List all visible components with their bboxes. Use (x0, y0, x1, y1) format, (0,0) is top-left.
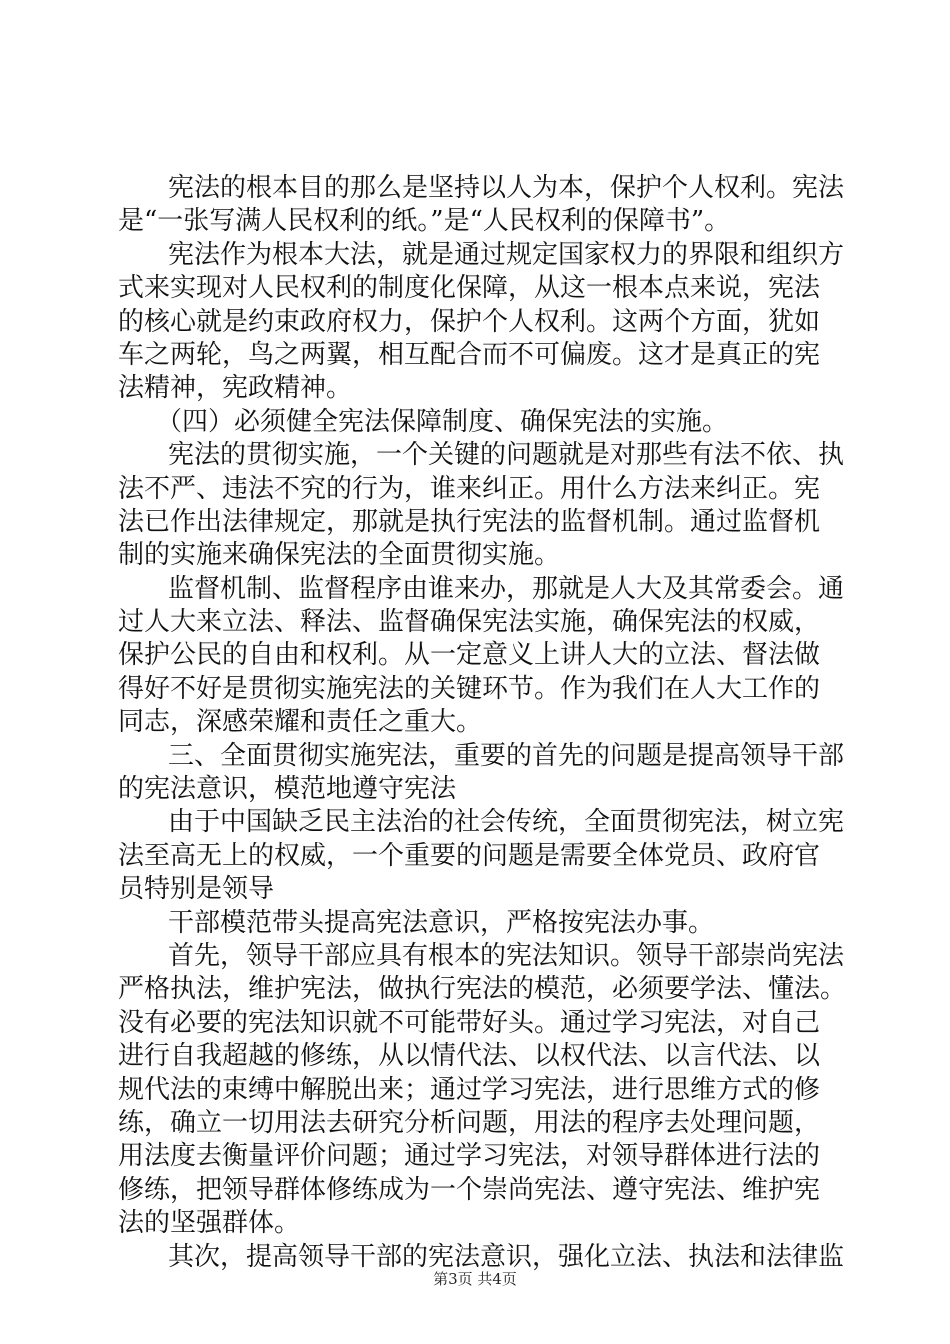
text-line: 其次，提高领导干部的宪法意识，强化立法、执法和法律监 (168, 1241, 845, 1272)
text-line: 车之两轮，鸟之两翼，相互配合而不可偏废。这才是真正的宪 (118, 339, 821, 370)
text-line: 修练，把领导群体修练成为一个崇尚宪法、遵守宪法、维护宪 (118, 1174, 821, 1205)
text-line: 法精神，宪政精神。 (118, 373, 353, 404)
text-line: 三、全面贯彻实施宪法，重要的首先的问题是提高领导干部 (168, 740, 845, 771)
text-line: 进行自我超越的修练，从以情代法、以权代法、以言代法、以 (118, 1041, 821, 1072)
text-line: 监督机制、监督程序由谁来办，那就是人大及其常委会。通 (168, 573, 845, 604)
text-line: 规代法的束缚中解脱出来；通过学习宪法，进行思维方式的修 (118, 1074, 821, 1105)
text-line: 法至高无上的权威，一个重要的问题是需要全体党员、政府官 (118, 840, 821, 871)
text-line: 宪法的根本目的那么是坚持以人为本，保护个人权利。宪法 (168, 173, 845, 203)
text-line: 首先，领导干部应具有根本的宪法知识。领导干部崇尚宪法 (168, 940, 845, 971)
text-line: 员特别是领导 (118, 874, 275, 905)
text-line: 没有必要的宪法知识就不可能带好头。通过学习宪法，对自己 (118, 1007, 821, 1038)
text-line: 用法度去衡量评价问题；通过学习宪法，对领导群体进行法的 (118, 1141, 821, 1172)
text-line: 法的坚强群体。 (118, 1208, 301, 1239)
text-line: （四）必须健全宪法保障制度、确保宪法的实施。 (156, 406, 729, 437)
document-body (118, 172, 847, 1274)
text-line: 同志，深感荣耀和责任之重大。 (118, 707, 483, 738)
text-line: 保护公民的自由和权利。从一定意义上讲人大的立法、督法做 (118, 640, 821, 671)
text-line: 的核心就是约束政府权力，保护个人权利。这两个方面，犹如 (118, 306, 821, 337)
text-line: 得好不好是贯彻实施宪法的关键环节。作为我们在人大工作的 (118, 673, 821, 704)
text-line: 干部模范带头提高宪法意识，严格按宪法办事。 (168, 907, 715, 938)
text-line: 是“一张写满人民权利的纸。”是“人民权利的保障书”。 (118, 206, 731, 237)
text-line: 式来实现对人民权利的制度化保障，从这一根本点来说，宪法 (118, 273, 821, 304)
text-line: 由于中国缺乏民主法治的社会传统，全面贯彻宪法，树立宪 (168, 807, 845, 838)
text-line: 制的实施来确保宪法的全面贯彻实施。 (118, 540, 561, 571)
text-line: 法已作出法律规定，那就是执行宪法的监督机制。通过监督机 (118, 506, 821, 537)
page-number-label: 第3页 共4页 (433, 1270, 517, 1288)
text-line: 严格执法，维护宪法，做执行宪法的模范，必须要学法、懂法。 (118, 974, 847, 1005)
text-line: 过人大来立法、释法、监督确保宪法实施，确保宪法的权威， (118, 607, 821, 638)
text-line: 练，确立一切用法去研究分析问题，用法的程序去处理问题， (118, 1107, 821, 1138)
text-line: 宪法的贯彻实施，一个关键的问题就是对那些有法不依、执 (168, 440, 845, 471)
text-line: 的宪法意识，模范地遵守宪法 (118, 774, 457, 805)
text-line: 法不严、违法不究的行为，谁来纠正。用什么方法来纠正。宪 (118, 473, 821, 504)
text-line: 宪法作为根本大法，就是通过规定国家权力的界限和组织方 (168, 239, 845, 270)
page-footer (0, 1268, 950, 1289)
